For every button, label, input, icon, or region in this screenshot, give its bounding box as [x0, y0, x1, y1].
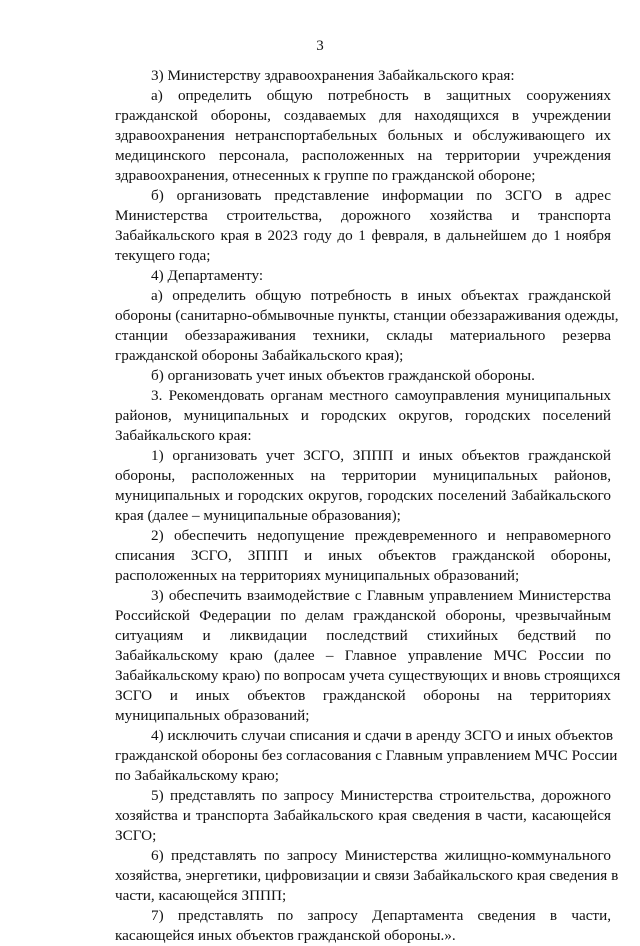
text-line: а) определить общую потребность в защитных сооружениях: [151, 87, 611, 104]
text-line: гражданской обороны без согласования с Главным управлением МЧС России: [115, 747, 618, 764]
text-line: 4) исключить случаи списания и сдачи в аренду ЗСГО и иных объектов: [151, 727, 614, 744]
text-line: Забайкальского края в 2023 году до 1 февраля, в дальнейшем до 1 ноября: [115, 227, 611, 244]
text-line: списания ЗСГО, ЗППП и иных объектов гражданской обороны,: [115, 547, 611, 564]
text-line: Забайкальскому краю (далее – Главное управление МЧС России по: [115, 647, 611, 664]
text-line: районов, муниципальных и городских округов, городских поселений: [115, 407, 611, 424]
text-line: хозяйства и транспорта Забайкальского края сведения в части, касающейся: [115, 807, 611, 824]
text-line: текущего года;: [115, 247, 211, 264]
text-line: гражданской обороны, создаваемых для находящихся в учреждении: [115, 107, 611, 124]
text-line: здравоохранения, отнесенных к группе по гражданской обороне;: [115, 167, 536, 184]
text-line: ситуациям и ликвидации последствий стихийных бедствий по: [115, 627, 611, 644]
text-line: касающейся иных объектов гражданской обороны.».: [115, 927, 456, 944]
text-line: обороны (санитарно-обмывочные пункты, станции обеззараживания одежды,: [115, 307, 619, 324]
text-line: по Забайкальскому краю;: [115, 767, 279, 784]
page-number: 3: [316, 38, 324, 54]
text-line: ЗСГО и иных объектов гражданской обороны на территориях: [115, 687, 611, 704]
text-line: хозяйства, энергетики, цифровизации и связи Забайкальского края сведения в: [115, 867, 619, 884]
text-line: Российской Федерации по делам гражданской обороны, чрезвычайным: [115, 607, 611, 624]
text-line: Забайкальскому краю) по вопросам учета существующих и вновь строящихся: [115, 667, 621, 684]
text-line: 6) представлять по запросу Министерства жилищно-коммунального: [151, 847, 611, 864]
text-line: Забайкальского края:: [115, 427, 252, 444]
text-line: ЗСГО;: [115, 827, 157, 844]
text-line: 3) обеспечить взаимодействие с Главным управлением Министерства: [151, 587, 611, 604]
text-line: муниципальных образований;: [115, 707, 310, 724]
text-line: станции обеззараживания техники, склады материального резерва: [115, 327, 611, 344]
text-line: 3. Рекомендовать органам местного самоуправления муниципальных: [151, 387, 611, 404]
text-line: 3) Министерству здравоохранения Забайкальского края:: [151, 67, 515, 84]
text-line: обороны, расположенных на территории муниципальных районов,: [115, 467, 611, 484]
text-line: края (далее – муниципальные образования);: [115, 507, 401, 524]
text-line: Министерства строительства, дорожного хозяйства и транспорта: [115, 207, 611, 224]
text-line: медицинского персонала, расположенных на территории учреждения: [115, 147, 611, 164]
text-line: 1) организовать учет ЗСГО, ЗППП и иных объектов гражданской: [151, 447, 611, 464]
text-line: 5) представлять по запросу Министерства строительства, дорожного: [151, 787, 611, 804]
document-body: [115, 66, 621, 946]
text-line: расположенных на территориях муниципальных образований;: [115, 567, 520, 584]
text-line: б) организовать представление информации по ЗСГО в адрес: [151, 187, 611, 204]
text-line: а) определить общую потребность в иных объектах гражданской: [151, 287, 611, 304]
text-line: гражданской обороны Забайкальского края);: [115, 347, 404, 364]
text-line: здравоохранения нетранспортабельных больных и обслуживающего их: [115, 127, 611, 144]
text-line: 2) обеспечить недопущение преждевременного и неправомерного: [151, 527, 611, 544]
text-line: б) организовать учет иных объектов гражданской обороны.: [151, 367, 535, 384]
text-line: 4) Департаменту:: [151, 267, 264, 284]
text-line: части, касающейся ЗППП;: [115, 887, 287, 904]
text-line: муниципальных и городских округов, городских поселений Забайкальского: [115, 487, 611, 504]
text-line: 7) представлять по запросу Департамента сведения в части,: [151, 907, 611, 924]
